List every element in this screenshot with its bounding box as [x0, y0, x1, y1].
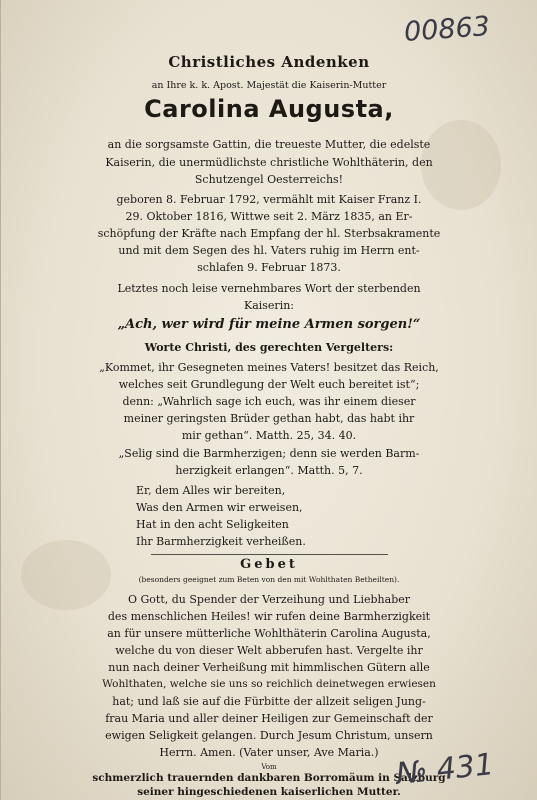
bio-line: geboren 8. Februar 1792, vermählt mit Kaiser Franz I.: [116, 193, 422, 206]
prayer-line: Wohlthaten, welche sie uns so reichlich deinetwegen erwiesen: [102, 678, 436, 690]
verse-line: Hat in den acht Seligkeiten: [136, 518, 289, 531]
verse-line: Er, dem Alles wir bereiten,: [136, 484, 286, 497]
christ-line: mir gethan“. Matth. 25, 34. 40.: [181, 429, 357, 442]
sender-line: seiner hingeschiedenen kaiserlichen Mutter.: [137, 786, 401, 798]
bio-line: und mit dem Segen des hl. Vaters ruhig im Herrn ent-: [118, 244, 420, 257]
verse-line: Ihr Barmherzigkeit verheißen.: [136, 535, 306, 548]
intro-line: Kaiserin, die unermüdlichste christliche Wohlthäterin, den: [105, 156, 433, 169]
bio-line: 29. Oktober 1816, Wittwe seit 2. März 1835, an Er-: [125, 210, 413, 223]
prayer-line: des menschlichen Heiles! wir rufen deine Barmherzigkeit: [107, 610, 431, 623]
empress-name: Carolina Augusta,: [144, 95, 394, 123]
prayer-subtitle: (besonders geeignet zum Beten von den mit Wohlthaten Betheilten).: [138, 575, 400, 584]
prayer-title: Gebet: [240, 557, 298, 572]
heading-line2: an Ihre k. k. Apost. Majestät die Kaiserin-Mutter: [151, 80, 387, 91]
intro-line: an die sorgsamste Gattin, die treueste Mutter, die edelste: [107, 138, 431, 151]
prayer-line: frau Maria und aller deiner Heiligen zur Gemeinschaft der: [105, 712, 433, 725]
prayer-line: nun nach deiner Verheißung mit himmlischen Gütern alle: [108, 661, 430, 674]
prayer-line: Herrn. Amen. (Vater unser, Ave Maria.): [159, 746, 379, 759]
christ-line: „Kommet, ihr Gesegneten meines Vaters! besitzet das Reich,: [99, 361, 439, 374]
christ-line: herzigkeit erlangen“. Matth. 5, 7.: [175, 464, 363, 477]
christ-line: denn: „Wahrlich sage ich euch, was ihr einem dieser: [122, 395, 416, 408]
prayer-line: an für unsere mütterliche Wohlthäterin Carolina Augusta,: [107, 627, 431, 640]
prayer-line: welche du von dieser Welt abberufen hast. Vergelte ihr: [115, 644, 423, 657]
prayer-line: ewigen Seligkeit gelangen. Durch Jesum Christum, unsern: [105, 729, 433, 742]
archive-number: 00863: [403, 11, 491, 48]
divider: [151, 554, 388, 555]
last-word-line: Kaiserin:: [243, 299, 294, 312]
inventory-number: № 431: [394, 746, 496, 793]
verse-line: Was den Armen wir erweisen,: [136, 501, 303, 514]
christ-heading: Worte Christi, des gerechten Vergelters:: [144, 341, 394, 354]
from-label: Vom: [261, 763, 277, 771]
christ-line: „Selig sind die Barmherzigen; denn sie werden Barm-: [118, 447, 420, 460]
last-word-line: Letztes noch leise vernehmbares Wort der sterbenden: [117, 282, 421, 295]
last-words-quote: „Ach, wer wird für meine Armen sorgen!“: [117, 317, 421, 332]
heading-line1: Christliches Andenken: [168, 53, 370, 71]
bio-line: schlafen 9. Februar 1873.: [197, 261, 341, 274]
christ-line: meiner geringsten Brüder gethan habt, das habt ihr: [123, 412, 415, 425]
intro-line: Schutzengel Oesterreichs!: [194, 173, 344, 186]
christ-line: welches seit Grundlegung der Welt euch bereitet ist“;: [118, 378, 420, 391]
prayer-line: O Gott, du Spender der Verzeihung und Liebhaber: [127, 593, 410, 606]
prayer-line: hat; und laß sie auf die Fürbitte der allzeit seligen Jung-: [112, 695, 426, 708]
bio-line: schöpfung der Kräfte nach Empfang der hl. Sterbsakramente: [97, 227, 441, 240]
sender-line: schmerzlich trauernden dankbaren Borromäum in Salzburg: [92, 772, 446, 784]
